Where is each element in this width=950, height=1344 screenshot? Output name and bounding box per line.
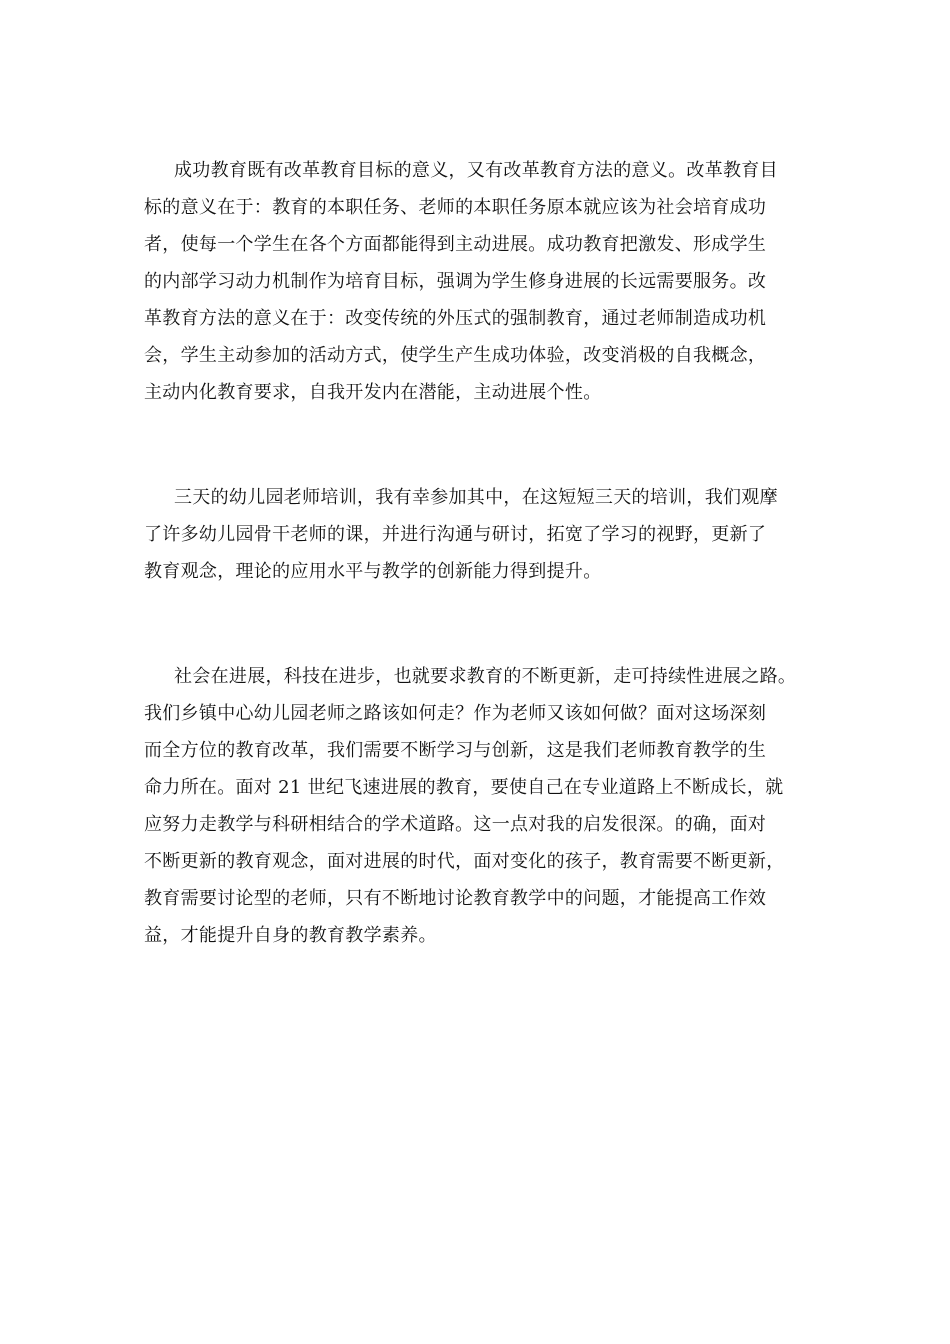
text-line: 三天的幼儿园老师培训，我有幸参加其中，在这短短三天的培训，我们观摩 xyxy=(174,487,778,508)
text-line: 标的意义在于：教育的本职任务、老师的本职任务原本就应该为社会培育成功 xyxy=(144,197,767,218)
text-line: 的内部学习动力机制作为培育目标，强调为学生修身进展的长远需要服务。改 xyxy=(144,271,767,292)
paragraph-2 xyxy=(144,479,812,590)
text-line: 益，才能提升自身的教育教学素养。 xyxy=(144,925,437,946)
text-line: 会，学生主动参加的活动方式，使学生产生成功体验，改变消极的自我概念， xyxy=(144,345,767,366)
text-line: 者，使每一个学生在各个方面都能得到主动进展。成功教育把激发、形成学生 xyxy=(144,234,767,255)
text-line: 应努力走教学与科研相结合的学术道路。这一点对我的启发很深。的确，面对 xyxy=(144,814,767,835)
paragraph-3 xyxy=(144,658,812,954)
text-line: 教育需要讨论型的老师，只有不断地讨论教育教学中的问题，才能提高工作效 xyxy=(144,888,767,909)
text-line: 命力所在。面对 21 世纪飞速进展的教育，要使自己在专业道路上不断成长，就 xyxy=(144,777,784,798)
text-line: 而全方位的教育改革，我们需要不断学习与创新，这是我们老师教育教学的生 xyxy=(144,740,767,761)
text-line: 了许多幼儿园骨干老师的课，并进行沟通与研讨，拓宽了学习的视野，更新了 xyxy=(144,524,767,545)
text-line: 社会在进展，科技在进步，也就要求教育的不断更新，走可持续性进展之路。 xyxy=(174,666,797,687)
text-line: 教育观念，理论的应用水平与教学的创新能力得到提升。 xyxy=(144,561,602,582)
text-line: 我们乡镇中心幼儿园老师之路该如何走？作为老师又该如何做？面对这场深刻 xyxy=(144,703,767,724)
text-line: 主动内化教育要求，自我开发内在潜能，主动进展个性。 xyxy=(144,382,602,403)
text-line: 不断更新的教育观念，面对进展的时代，面对变化的孩子，教育需要不断更新， xyxy=(144,851,785,872)
paragraph-1 xyxy=(144,152,812,411)
text-line: 革教育方法的意义在于：改变传统的外压式的强制教育，通过老师制造成功机 xyxy=(144,308,767,329)
text-line: 成功教育既有改革教育目标的意义，又有改革教育方法的意义。改革教育目 xyxy=(174,160,778,181)
